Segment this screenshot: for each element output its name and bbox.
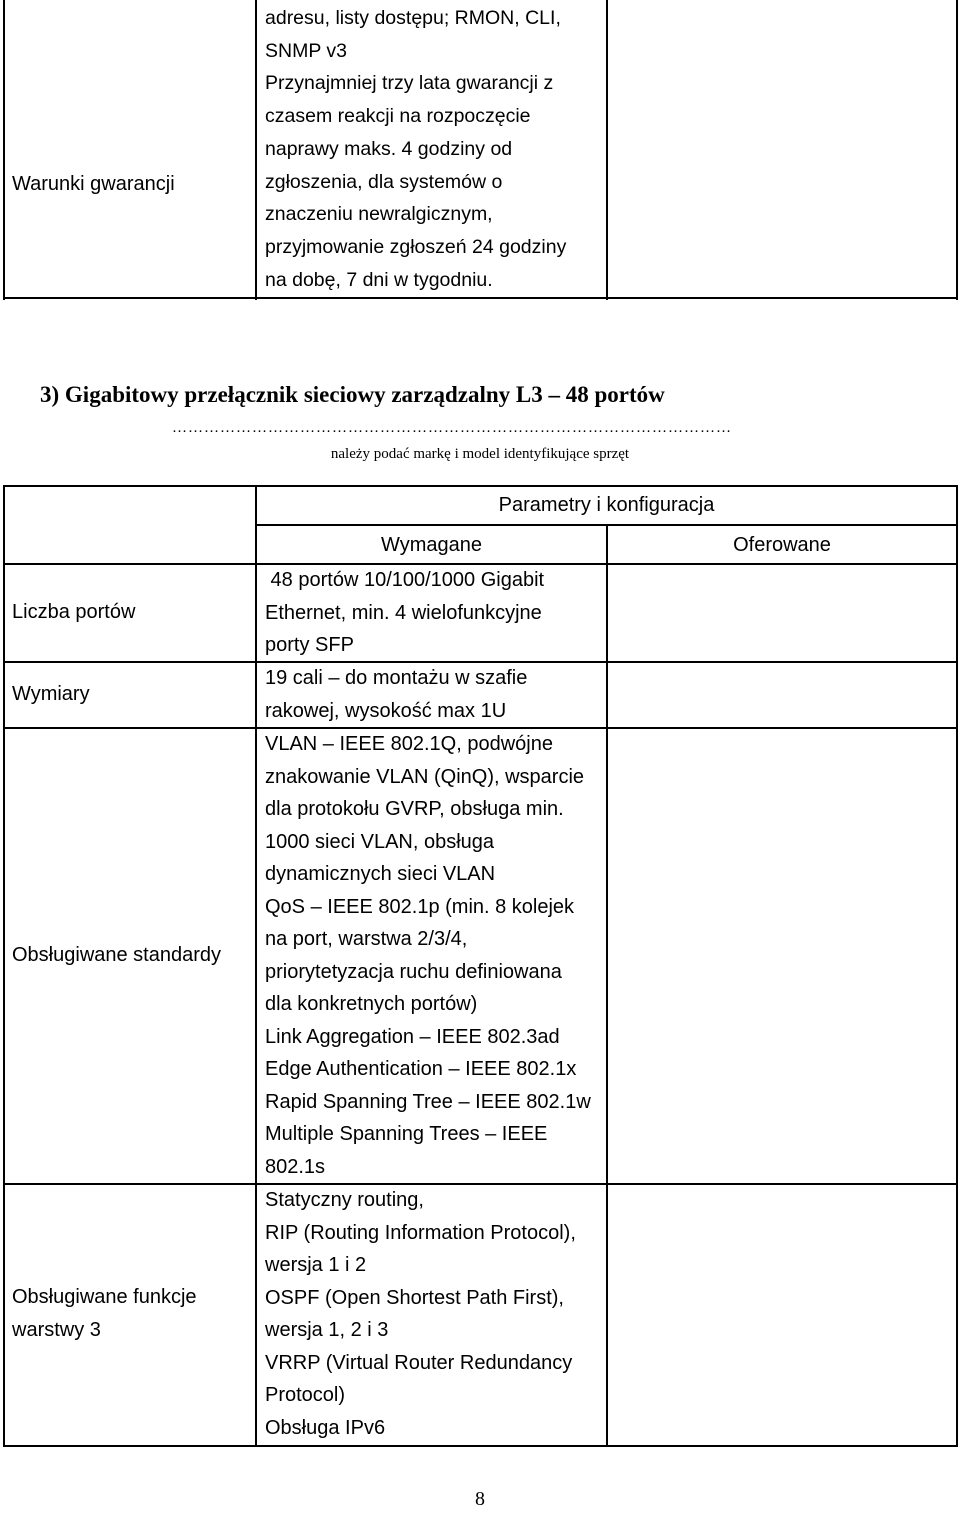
required-line: wersja 1 i 2 (265, 1254, 367, 1276)
row-label-ports: Liczba portów (12, 601, 136, 623)
col-header-required: Wymagane (381, 534, 482, 556)
section-heading: 3) Gigabitowy przełącznik sieciowy zarządzalny L3 – 48 portów (40, 382, 665, 407)
required-dimensions (265, 662, 527, 727)
required-line: Ethernet, min. 4 wielofunkcyjne (265, 601, 542, 624)
row-label-standards: Obsługiwane standardy (12, 944, 222, 966)
warranty-line: na dobę, 7 dni w tygodniu. (265, 268, 493, 291)
required-line: Link Aggregation – IEEE 802.3ad (265, 1025, 560, 1048)
required-line: VRRP (Virtual Router Redundancy (265, 1351, 573, 1374)
required-line: 1000 sieci VLAN, obsługa (265, 830, 495, 853)
required-line: QoS – IEEE 802.1p (min. 8 kolejek (265, 895, 575, 918)
required-standards (265, 728, 591, 1183)
required-line: na port, warstwa 2/3/4, (265, 928, 468, 950)
warranty-line: Przynajmniej trzy lata gwarancji z (265, 72, 554, 95)
required-line: Statyczny routing, (265, 1189, 424, 1211)
warranty-line: SNMP v3 (265, 39, 347, 62)
dotted-fill-line: …………………………………………………………………………………………… (172, 420, 732, 436)
required-line: VLAN – IEEE 802.1Q, podwójne (265, 733, 553, 755)
required-line: dla konkretnych portów) (265, 993, 478, 1015)
required-line: priorytetyzacja ruchu definiowana (265, 960, 562, 983)
required-line: porty SFP (265, 634, 354, 656)
warranty-line: zgłoszenia, dla systemów o (265, 170, 503, 193)
brand-model-note: należy podać markę i model identyfikujące sprzęt (330, 446, 630, 462)
row-label-line: Obsługiwane funkcje (12, 1286, 197, 1308)
required-line: znakowanie VLAN (QinQ), wsparcie (265, 765, 585, 788)
warranty-line: znaczeniu newralgicznym, (265, 203, 493, 226)
page-number: 8 (475, 1488, 485, 1510)
required-line: 802.1s (265, 1155, 326, 1178)
required-line: RIP (Routing Information Protocol), (265, 1221, 576, 1244)
required-line: Protocol) (265, 1384, 346, 1406)
required-line: dynamicznych sieci VLAN (265, 863, 496, 885)
required-l3-functions (265, 1184, 576, 1444)
required-line: rakowej, wysokość max 1U (265, 699, 507, 722)
row-label-line: warstwy 3 (12, 1318, 101, 1341)
col-header-offered: Oferowane (733, 534, 831, 556)
warranty-line: adresu, listy dostępu; RMON, CLI, (265, 7, 561, 29)
required-line: 19 cali – do montażu w szafie (265, 667, 528, 689)
group-header: Parametry i konfiguracja (498, 494, 715, 516)
required-line: OSPF (Open Shortest Path First), (265, 1286, 564, 1309)
required-line: Edge Authentication – IEEE 802.1x (265, 1058, 577, 1080)
required-line: Rapid Spanning Tree – IEEE 802.1w (265, 1090, 591, 1113)
required-line: Obsługa IPv6 (265, 1416, 386, 1439)
warranty-line: czasem reakcji na rozpoczęcie (265, 105, 531, 128)
required-line: wersja 1, 2 i 3 (265, 1319, 389, 1341)
warranty-label: Warunki gwarancji (12, 173, 175, 195)
warranty-line: przyjmowanie zgłoszeń 24 godziny (265, 235, 567, 258)
row-label-dimensions: Wymiary (12, 683, 90, 705)
warranty-line: naprawy maks. 4 godziny od (265, 137, 513, 160)
required-line: 48 portów 10/100/1000 Gigabit (265, 569, 545, 591)
required-ports (265, 564, 544, 662)
row-label-l3-functions (12, 1281, 197, 1346)
required-line: Multiple Spanning Trees – IEEE (265, 1123, 548, 1145)
required-line: dla protokołu GVRP, obsługa min. (265, 798, 564, 820)
